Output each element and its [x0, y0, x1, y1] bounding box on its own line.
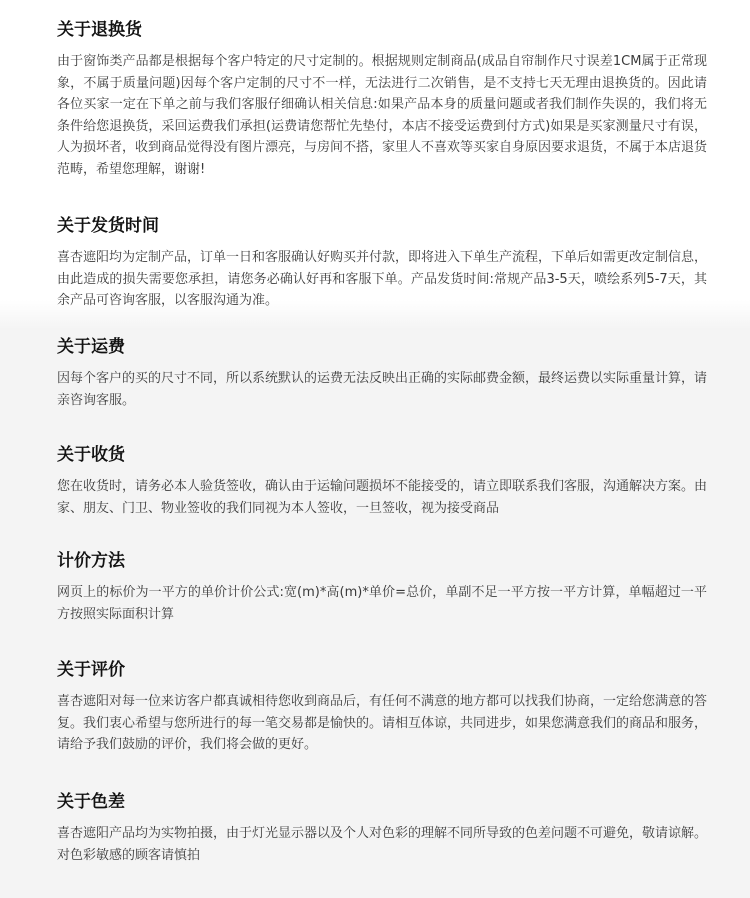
section-color-difference: [57, 790, 707, 866]
section-title: 关于发货时间: [57, 216, 159, 236]
section-text: 因每个客户的买的尺寸不同，所以系统默认的运费无法反映出正确的实际邮费金额，最终运费以实际重量计算，请亲咨询客服。: [57, 371, 708, 408]
section-text: 您在收货时，请务必本人验货签收，确认由于运输问题损坏不能接受的，请立即联系我们客服，沟通解决方案。由家、朋友、门卫、物业签收的我们同视为本人签收，一旦签收，视为接受商品: [57, 479, 708, 516]
section-pricing: [57, 549, 707, 625]
section-text: 喜杏遮阳均为定制产品，订单一日和客服确认好购买并付款，即将进入下单生产流程，下单后如需更改定制信息，由此造成的损失需要您承担，请您务必确认好再和客服下单。产品发货时间:常规产品3-5天，喷绘系列5-7天，其余产品可咨询客服，以客服沟通为准。: [57, 250, 708, 308]
section-returns: [57, 18, 707, 180]
section-title: 关于退换货: [57, 20, 142, 40]
section-shipping-time: [57, 214, 707, 312]
section-text: 喜杏遮阳对每一位来访客户都真诚相待您收到商品后，有任何不满意的地方都可以找我们协商，一定给您满意的答复。我们衷心希望与您所进行的每一笔交易都是愉快的。请相互体谅，共同进步，如果您满意我们的商品和服务，请给予我们鼓励的评价，我们将会做的更好。: [57, 694, 708, 752]
section-shipping-fee: [57, 335, 707, 411]
section-receiving: [57, 443, 707, 519]
section-title: 关于评价: [57, 660, 125, 680]
section-text: 喜杏遮阳产品均为实物拍摄，由于灯光显示器以及个人对色彩的理解不同所导致的色差问题不可避免，敬请谅解。对色彩敏感的顾客请慎拍: [57, 826, 708, 863]
section-title: 关于色差: [57, 792, 125, 812]
section-reviews: [57, 658, 707, 756]
section-title: 关于收货: [57, 445, 125, 465]
section-title: 计价方法: [57, 551, 125, 571]
section-text: 由于窗饰类产品都是根据每个客户特定的尺寸定制的。根据规则定制商品(成品自帘制作尺寸误差1CM属于正常现象，不属于质量问题)因每个客户定制的尺寸不一样，无法进行二次销售，是不支持七天无理由退换货的。因此请各位买家一定在下单之前与我们客服仔细确认相关信息:如果产品本身的质量问题或者我们制作失误的，我们将无条件给您退换货，采回运费我们承担(运费请您帮忙先垫付，本店不接受运费到付方式)如果是买家测量尺寸有误，人为损坏者，收到商品觉得没有图片漂亮，与房间不搭，家里人不喜欢等买家自身原因要求退货，不属于本店退货范畴，希望您理解，谢谢!: [57, 54, 708, 177]
section-title: 关于运费: [57, 337, 125, 357]
section-text: 网页上的标价为一平方的单价计价公式:宽(m)*高(m)*单价=总价，单副不足一平方按一平方计算，单幅超过一平方按照实际面积计算: [57, 585, 707, 622]
